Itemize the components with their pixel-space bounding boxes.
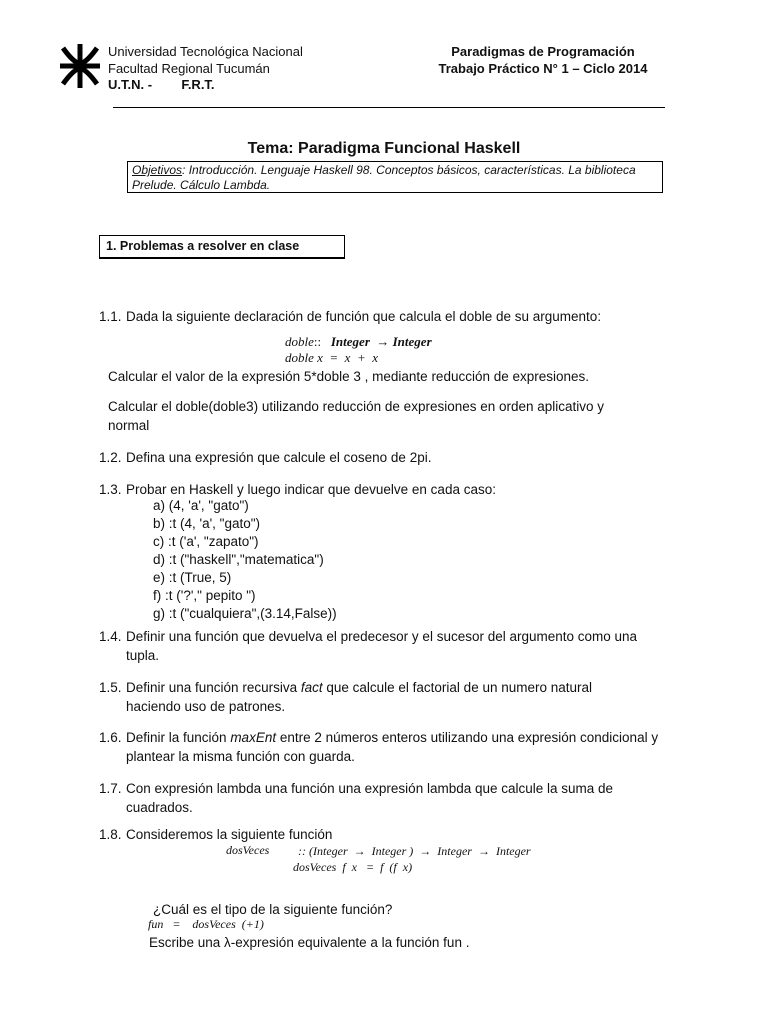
course-name: Paradigmas de Programación	[451, 44, 635, 59]
formula-type-1: Integer	[330, 334, 370, 349]
section-heading: 1. Problemas a resolver en clase	[99, 235, 345, 259]
dosveces-def: dosVeces f x = f (f x)	[293, 860, 413, 874]
assignment-name: Trabajo Práctico N° 1 – Ciclo 2014	[438, 60, 648, 76]
utn-short: U.T.N. -	[108, 77, 153, 92]
dosveces-name: dosVeces	[226, 843, 270, 857]
problem-number: 1.5.	[99, 680, 122, 695]
problem-1-1-task-a: Calcular el valor de la expresión 5*doble 3 , mediante reducción de expresiones.	[108, 369, 590, 384]
university-name: Universidad Tecnológica Nacional	[108, 44, 303, 59]
list-item: g) :t ("cualquiera",(3.14,False))	[153, 606, 337, 621]
function-name: maxEnt	[230, 730, 277, 745]
problem-number: 1.3.	[99, 482, 122, 497]
list-item: c) :t ('a', "zapato")	[153, 534, 259, 549]
problem-number: 1.8.	[99, 827, 122, 842]
problem-number: 1.2.	[99, 450, 122, 465]
list-item: d) :t ("haskell","matematica")	[153, 552, 324, 567]
problem-text-post: entre 2 números enteros utilizando una expresión condicional y plantear la misma función con guarda.	[126, 730, 659, 764]
type-question: ¿Cuál es el tipo de la siguiente función?	[153, 902, 393, 917]
function-name: fact	[300, 680, 323, 695]
problem-1-8	[99, 825, 679, 844]
problem-1-7	[99, 779, 639, 817]
faculty-name: Facultad Regional Tucumán	[108, 60, 270, 76]
list-item: e) :t (True, 5)	[153, 570, 232, 585]
doble-formula	[285, 334, 432, 366]
problem-1-6	[99, 728, 669, 766]
list-item: a) (4, 'a', "gato")	[153, 498, 249, 513]
list-item: f) :t ('?'," pepito ")	[153, 588, 256, 603]
problem-text: Con expresión lambda una función una expresión lambda que calcule la suma de cuadrados.	[126, 781, 614, 815]
problem-1-1-task-b: Calcular el doble(doble3) utilizando reducción de expresiones en orden aplicativo y normal	[108, 399, 605, 433]
problem-text: Definir una función que devuelva el predecesor y el sucesor del argumento como una tupla.	[126, 629, 638, 663]
problem-number: 1.4.	[99, 629, 122, 644]
problem-1-1	[99, 307, 679, 326]
problem-1-4	[99, 627, 659, 665]
formula-line-2: doble x = x + x	[285, 350, 378, 365]
page-title: Tema: Paradigma Funcional Haskell	[247, 140, 521, 157]
problem-number: 1.1.	[99, 309, 122, 324]
institution-block	[108, 44, 303, 94]
problem-number: 1.7.	[99, 781, 122, 796]
header-rule	[113, 107, 665, 108]
objectives-text: : Introducción. Lenguaje Haskell 98. Conceptos básicos, características. La biblioteca Prelude. Cálculo Lambda.	[132, 163, 636, 192]
problem-number: 1.6.	[99, 730, 122, 745]
list-item: b) :t (4, 'a', "gato")	[153, 516, 261, 531]
problem-text-post: que calcule el factorial de un numero natural haciendo uso de patrones.	[126, 680, 593, 714]
problem-text: Defina una expresión que calcule el coseno de 2pi.	[126, 450, 432, 465]
dosveces-type: :: (Integer → Integer ) → Integer → Integer	[298, 844, 531, 858]
formula-type-2: Integer	[392, 334, 432, 349]
frt-short: F.R.T.	[181, 77, 215, 92]
problem-text-pre: Definir una función recursiva	[126, 680, 301, 695]
objectives-box	[127, 161, 663, 193]
formula-sep: ::	[313, 334, 322, 349]
case-list	[153, 497, 337, 623]
problem-1-5	[99, 678, 629, 716]
problem-text: Dada la siguiente declaración de función que calcula el doble de su argumento:	[126, 309, 602, 324]
course-block	[418, 44, 668, 77]
arrow-icon: →	[376, 334, 390, 349]
utn-frt-line	[108, 77, 303, 94]
problem-text: Consideremos la siguiente función	[126, 827, 333, 842]
formula-name: doble	[285, 334, 314, 349]
fun-definition: fun = dosVeces (+1)	[148, 917, 264, 931]
utn-logo	[60, 44, 100, 88]
problem-1-2	[99, 448, 679, 467]
problem-text: Probar en Haskell y luego indicar que devuelve en cada caso:	[126, 482, 496, 497]
lambda-task: Escribe una λ-expresión equivalente a la función fun .	[149, 935, 470, 950]
problem-text-pre: Definir la función	[126, 730, 231, 745]
objectives-label: Objetivos	[132, 163, 183, 177]
